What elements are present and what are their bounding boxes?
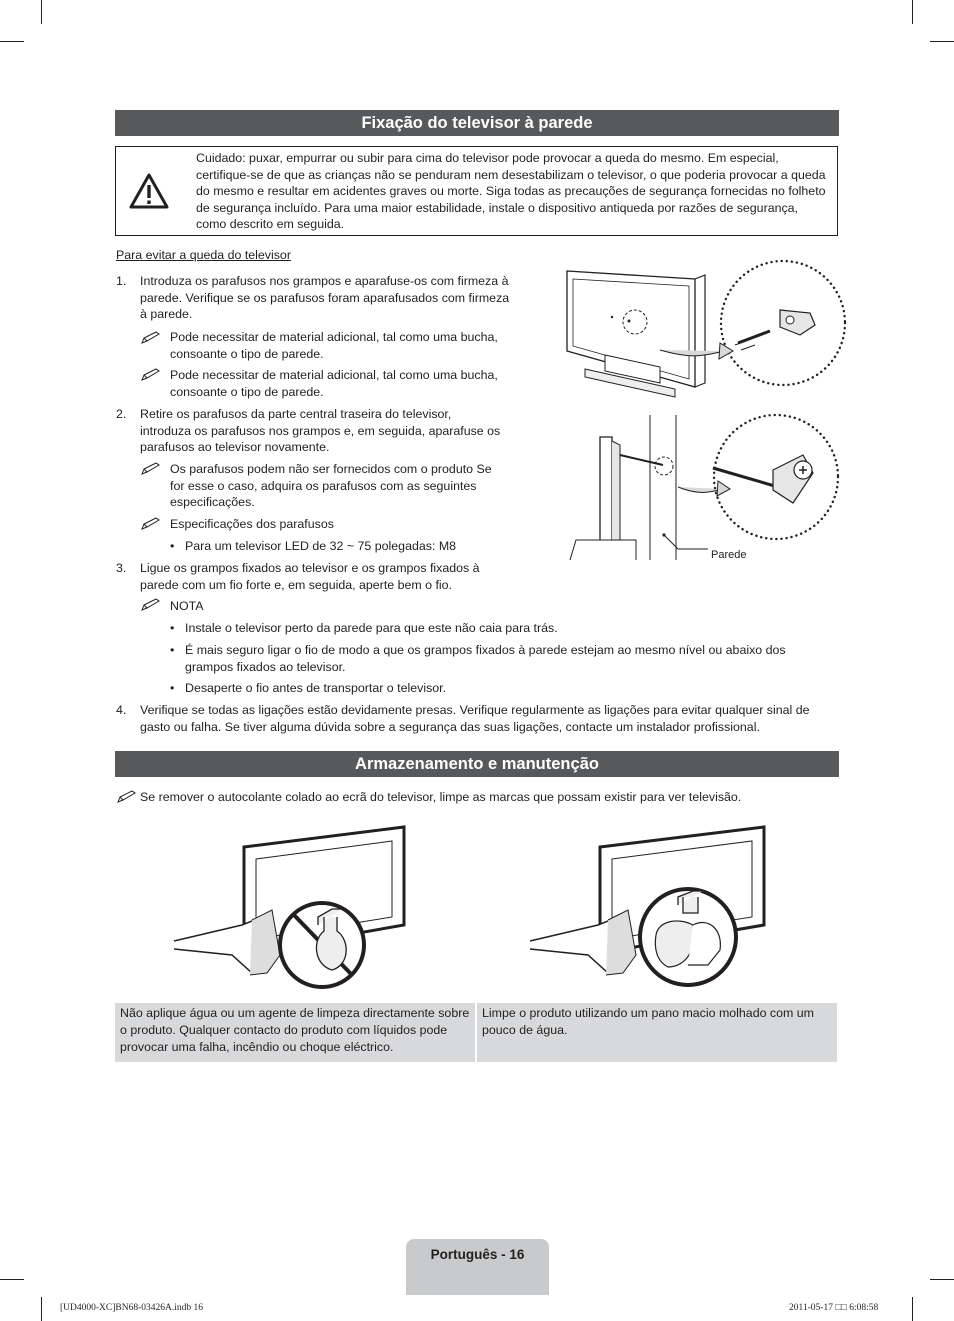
step-number: 4. <box>116 703 127 717</box>
page-number: 16 <box>509 1247 525 1262</box>
bullet-dot-icon: • <box>170 681 175 695</box>
step-text: Introduza os parafusos nos grampos e aparafuse-os com firmeza à parede. Verifique se os parafusos foram aparafusados com firmeza à parede. <box>140 274 510 321</box>
tv-wall-cord-illustration <box>568 415 840 565</box>
crop-mark <box>930 41 954 42</box>
note-text: Pode necessitar de material adicional, tal como uma bucha, consoante o tipo de parede. <box>170 368 498 399</box>
note-pencil-icon <box>116 790 138 804</box>
crop-mark <box>0 1279 24 1280</box>
caution-box <box>115 146 838 236</box>
caution-text <box>196 150 826 233</box>
warning-triangle-icon <box>129 173 169 209</box>
crop-mark <box>0 41 24 42</box>
crop-mark <box>912 1297 913 1321</box>
step-number: 3. <box>116 561 127 575</box>
caption-correct: Limpe o produto utilizando um pano macio molhado com um pouco de água. <box>477 1003 837 1062</box>
bullet-dot-icon: • <box>170 539 175 553</box>
caption-wrong: Não aplique água ou um agente de limpeza directamente sobre o produto. Qualquer contacto do produto com líquidos pode provocar uma falha, incêndio ou choque eléctrico. <box>115 1003 475 1062</box>
bullet-dot-icon: • <box>170 643 175 657</box>
crop-mark <box>41 1297 42 1321</box>
crop-mark <box>930 1279 954 1280</box>
note-pencil-icon <box>140 598 162 612</box>
bullet-dot-icon: • <box>170 621 175 635</box>
note-pencil-icon <box>140 517 162 531</box>
bullet-text: Para um televisor LED de 32 ~ 75 polegadas: M8 <box>185 539 457 553</box>
crop-mark <box>912 0 913 24</box>
step-number: 2. <box>116 407 127 421</box>
cleaning-wrong-illustration <box>172 825 407 990</box>
subheading-prevent-fall: Para evitar a queda do televisor <box>116 248 291 262</box>
bullet-text: Instale o televisor perto da parede para que este não caia para trás. <box>185 621 558 635</box>
caution-body: : puxar, empurrar ou subir para cima do televisor pode provocar a queda do mesmo. Em especial, certifique-se de que as crianças não se penduram nem desestabilizam o televisor, o que poderia provocar a queda do mesmo e resultar em acidentes graves ou morte. Siga todas as precauções de segurança fornecidas no folheto de segurança incluído. Para uma maior estabilidade, instale o dispositivo antiqueda por razões de segurança, como descrito em seguida. <box>196 151 826 231</box>
section-title-wall-mount: Fixação do televisor à parede <box>115 110 839 136</box>
wall-label: Parede <box>711 549 747 561</box>
note-pencil-icon <box>140 462 162 476</box>
bullet-text: Desaperte o fio antes de transportar o televisor. <box>185 681 447 695</box>
note-text: Especificações dos parafusos <box>170 517 334 531</box>
tv-back-bracket-illustration <box>565 265 840 400</box>
slug-file: [UD4000-XC]BN68-03426A.indb 16 <box>60 1303 204 1313</box>
section-title-storage: Armazenamento e manutenção <box>115 751 839 777</box>
crop-mark <box>41 0 42 24</box>
storage-note: Se remover o autocolante colado ao ecrã do televisor, limpe as marcas que possam existir para ver televisão. <box>140 790 742 804</box>
bullet-text: É mais seguro ligar o fio de modo a que os grampos fixados à parede estejam ao mesmo nível ou abaixo dos grampos fixados ao televisor. <box>185 643 786 674</box>
note-pencil-icon <box>140 368 162 382</box>
cleaning-correct-illustration <box>528 825 768 990</box>
note-text: Os parafusos podem não ser fornecidos com o produto Se for esse o caso, adquira os parafusos com as seguintes especificações. <box>170 462 492 509</box>
page-label: Português - <box>430 1247 510 1262</box>
note-text: Pode necessitar de material adicional, tal como uma bucha, consoante o tipo de parede. <box>170 330 498 361</box>
step-text: Verifique se todas as ligações estão devidamente presas. Verifique regularmente as ligações para evitar qualquer sinal de gasto ou falha. Se tiver alguma dúvida sobre a segurança das suas ligações, contacte um instalador profissional. <box>140 703 810 734</box>
page-footer <box>406 1239 549 1295</box>
slug-date: 2011-05-17 □□ 6:08:58 <box>789 1303 879 1313</box>
step-text: Retire os parafusos da parte central traseira do televisor, introduza os parafusos nos grampos e, em seguida, aparafuse os parafusos ao televisor novamente. <box>140 407 501 454</box>
caution-label: Cuidado <box>196 151 243 165</box>
step-number: 1. <box>116 274 127 288</box>
step-text: Ligue os grampos fixados ao televisor e os grampos fixados à parede com um fio forte e, em seguida, aperte bem o fio. <box>140 561 480 592</box>
note-pencil-icon <box>140 331 162 345</box>
note-label: NOTA <box>170 599 204 613</box>
